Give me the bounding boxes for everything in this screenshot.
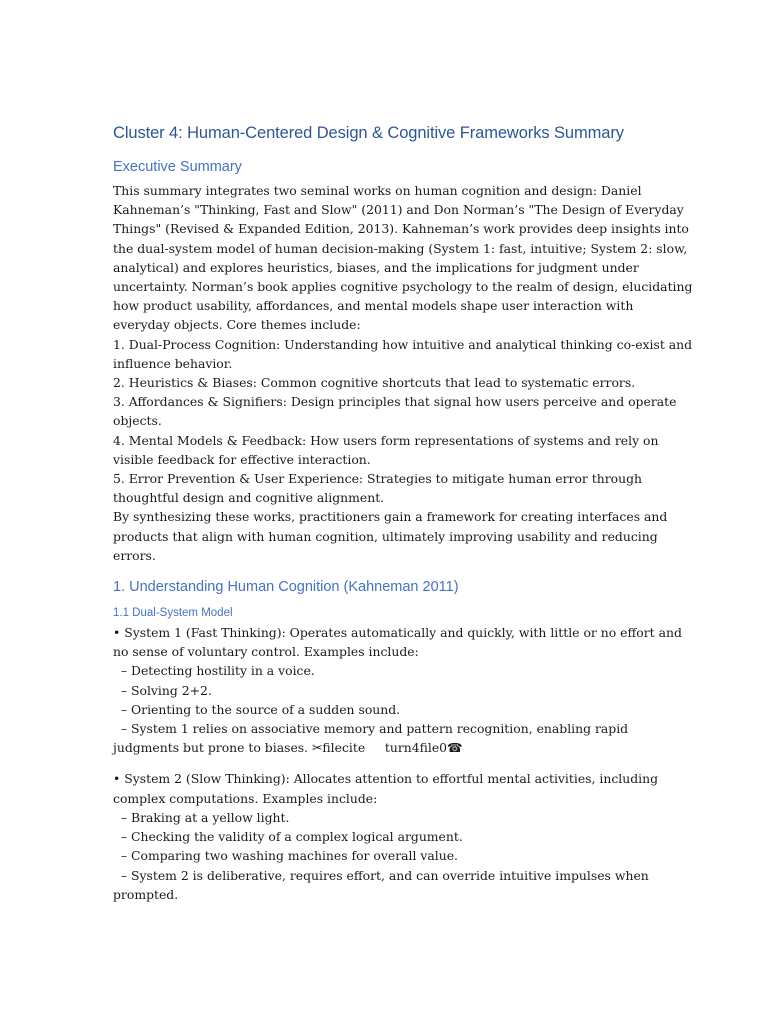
body-line: how product usability, affordances, and mental models shape user interaction with bbox=[113, 298, 634, 314]
body-line: uncertainty. Norman’s book applies cognitive psychology to the realm of design, elucidating bbox=[113, 279, 693, 295]
body-line: errors. bbox=[113, 547, 156, 563]
body-line: no sense of voluntary control. Examples include: bbox=[113, 644, 419, 660]
body-line: everyday objects. Core themes include: bbox=[113, 317, 361, 333]
body-line: influence behavior. bbox=[113, 355, 233, 371]
body-line: – System 2 is deliberative, requires effort, and can override intuitive impulses when bbox=[113, 867, 649, 883]
body-line: 4. Mental Models & Feedback: How users form representations of systems and rely on bbox=[113, 432, 659, 448]
body-line: objects. bbox=[113, 413, 162, 429]
body-line: 2. Heuristics & Biases: Common cognitive shortcuts that lead to systematic errors. bbox=[113, 375, 636, 391]
body-line: prompted. bbox=[113, 886, 179, 902]
body-line bbox=[113, 738, 658, 757]
body-line: This summary integrates two seminal works on human cognition and design: Daniel bbox=[113, 183, 642, 198]
subsection-1-1-heading: 1.1 Dual-System Model bbox=[113, 607, 233, 620]
paragraph-gap bbox=[113, 757, 658, 769]
body-text: judgments but prone to biases. bbox=[113, 740, 313, 756]
citation-marker: ✂filecite turn4file0☎ bbox=[312, 740, 463, 756]
body-line: – Braking at a yellow light. bbox=[113, 809, 290, 825]
body-line: – Orienting to the source of a sudden sound. bbox=[113, 701, 401, 717]
body-line: 5. Error Prevention & User Experience: Strategies to mitigate human error through bbox=[113, 471, 643, 487]
section-1-heading: 1. Understanding Human Cognition (Kahneman 2011) bbox=[113, 579, 459, 596]
body-line: • System 1 (Fast Thinking): Operates automatically and quickly, with little or no effort and bbox=[113, 625, 682, 641]
body-line: – System 1 relies on associative memory and pattern recognition, enabling rapid bbox=[113, 721, 629, 737]
body-line: the dual-system model of human decision-making (System 1: fast, intuitive; System 2: slow, bbox=[113, 240, 688, 256]
document-title: Cluster 4: Human-Centered Design & Cognitive Frameworks Summary bbox=[113, 124, 624, 142]
system-1-block bbox=[113, 623, 682, 757]
body-line: • System 2 (Slow Thinking): Allocates attention to effortful mental activities, including bbox=[113, 771, 659, 787]
body-line: products that align with human cognition, ultimately improving usability and reducing bbox=[113, 528, 658, 544]
executive-summary-body bbox=[113, 181, 693, 565]
body-line: 3. Affordances & Signifiers: Design principles that signal how users perceive and operate bbox=[113, 394, 677, 410]
body-line: 1. Dual-Process Cognition: Understanding how intuitive and analytical thinking co-exist and bbox=[113, 336, 693, 352]
executive-summary-heading: Executive Summary bbox=[113, 159, 242, 175]
body-line: visible feedback for effective interaction. bbox=[113, 451, 371, 467]
body-line: Kahneman’s "Thinking, Fast and Slow" (2011) and Don Norman’s "The Design of Everyday bbox=[113, 202, 684, 218]
body-line: – Comparing two washing machines for overall value. bbox=[113, 848, 458, 864]
body-line: analytical) and explores heuristics, biases, and the implications for judgment under bbox=[113, 259, 639, 275]
body-line: Things" (Revised & Expanded Edition, 2013). Kahneman’s work provides deep insights into bbox=[113, 221, 689, 237]
body-line: – Checking the validity of a complex logical argument. bbox=[113, 829, 463, 845]
body-line: By synthesizing these works, practitioners gain a framework for creating interfaces and bbox=[113, 509, 668, 525]
body-line: complex computations. Examples include: bbox=[113, 790, 378, 806]
body-line: – Detecting hostility in a voice. bbox=[113, 663, 315, 679]
body-line: thoughtful design and cognitive alignment. bbox=[113, 490, 385, 506]
system-2-block bbox=[113, 769, 658, 903]
body-line: – Solving 2+2. bbox=[113, 682, 212, 698]
